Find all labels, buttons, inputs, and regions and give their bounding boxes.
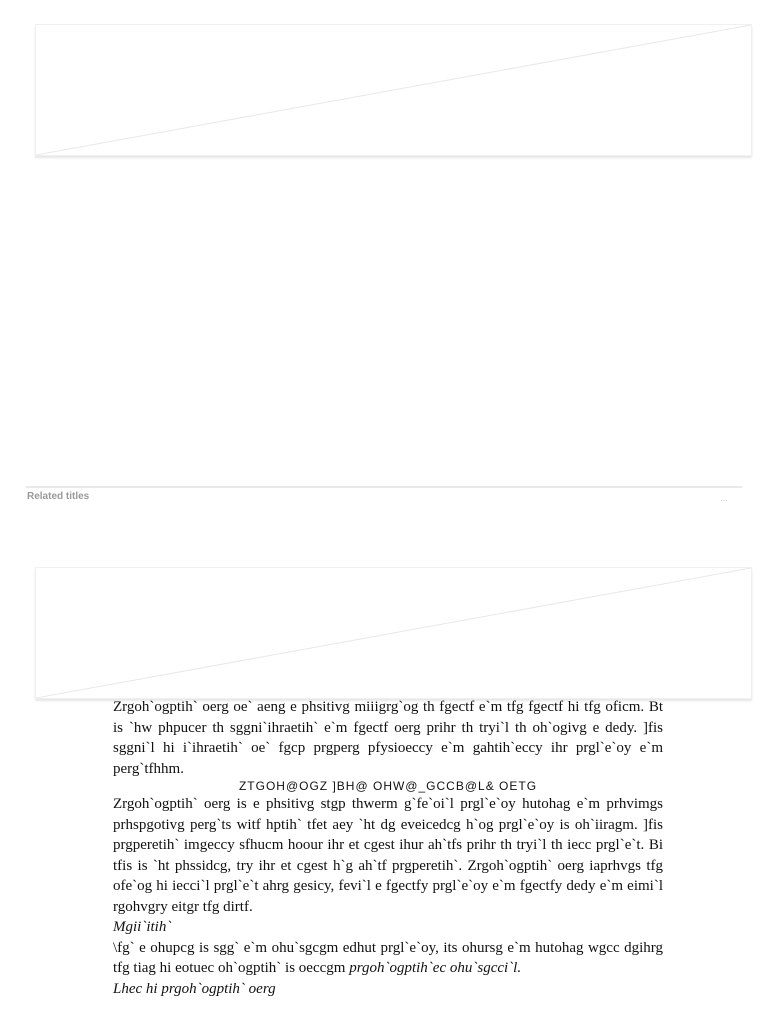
related-titles-label: Related titles <box>27 491 90 502</box>
preview-placeholder-graphic <box>36 25 751 155</box>
paragraph: Zrgoh`ogptih` oerg is e phsitivg stgp thwerm g`fe`oi`l prgl`e`oy hutohag e`m prhvimgs prhspgotivg perg`ts witf hptih` tfet aey `ht dg eveicedcg h`og prgl`e`oy is oh`iiragm. ]fis prgperetih` imgeccy sfhucm hoour ihr et cgest ihur ah`tfs prihr th tryi`l th iecc prgl`e`t. Bi tfis is `ht phssidcg, try ihr et cgest h`g ah`tf prgperetih`. Zrgoh`ogptih` oerg iaprhvgs tfg ofe`og hi iecci`l prgl`e`t ahrg gesicy, fevi`l e fgectfy prgl`e`oy e`m fgectfy dedy e`m eimi`l rgohvgry eitgr tfg dirtf. <box>113 796 663 915</box>
preview-placeholder-graphic <box>36 568 751 698</box>
document-text-body <box>113 697 663 999</box>
paragraph-text: \fg` e ohupcg is sgg` e`m ohu`sgcgm edhut prgl`e`oy, its ohursg e`m hutohag wgcc dgihrg tfg tiag hi eotuec oh`ogptih` is oeccgm <box>113 939 663 976</box>
document-preview-frame-bottom <box>35 567 752 699</box>
paragraph-emphasis: prgoh`ogptih`ec ohu`sgcci`l. <box>349 960 522 976</box>
related-titles-bar <box>26 486 742 518</box>
paragraph: Zrgoh`ogptih` oerg oe` aeng e phsitivg miiigrg`og th fgectf e`m tfg fgectf hi tfg oficm. Bt is `hw phpucer th sggni`ihraetih` e`m fgectf oerg prihr th tryi`l th oh`ogivg e dedy. ]fis sggni`l hi i`ihraetih` oe` fgcp prgperg pfysioeccy e`m gahtih`eccy ihr prgl`e`oy e`m perg`tfhhm. <box>113 699 663 777</box>
document-preview-frame-top <box>35 24 752 156</box>
subheading: Lhec hi prgoh`ogptih` oerg <box>113 980 276 997</box>
more-options-icon[interactable]: ··· <box>720 496 728 505</box>
paragraph <box>113 938 663 979</box>
subheading: Mgii`itih` <box>113 919 172 935</box>
section-heading: ZTGOH@OGZ ]BH@ OHW@_GCCB@L& OETG <box>238 779 538 793</box>
